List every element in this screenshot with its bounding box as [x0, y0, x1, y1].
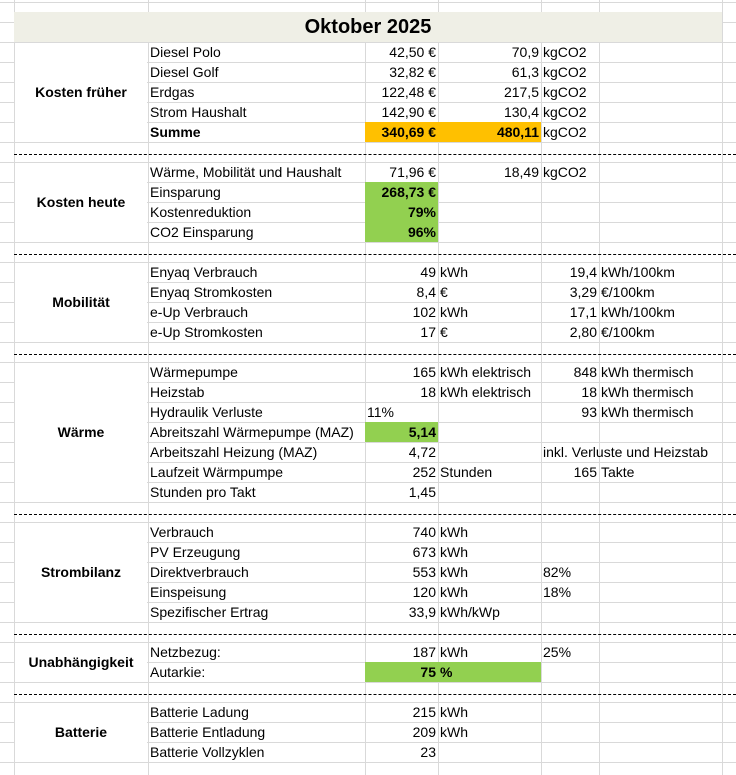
row-label[interactable]: Autarkie:: [150, 664, 206, 680]
cost-value[interactable]: 71,96 €: [389, 164, 436, 180]
unit[interactable]: kWh: [440, 544, 468, 560]
row-label[interactable]: Wärme, Mobilität und Haushalt: [150, 164, 342, 180]
value[interactable]: 23: [420, 744, 436, 760]
value[interactable]: 102: [412, 304, 436, 320]
cost-value[interactable]: 142,90 €: [381, 104, 436, 120]
cost-reduction-value[interactable]: 79%: [365, 202, 438, 222]
page-title: Oktober 2025: [304, 16, 432, 38]
value[interactable]: 49: [420, 264, 436, 280]
value[interactable]: 187: [412, 644, 436, 660]
percent[interactable]: 25%: [543, 644, 572, 660]
row-gridline: [0, 682, 736, 683]
co2-savings-value[interactable]: 96%: [365, 222, 438, 242]
sum-label[interactable]: Summe: [150, 124, 201, 140]
unit2[interactable]: kWh/100km: [601, 264, 675, 280]
value[interactable]: 17: [420, 324, 436, 340]
co2-value[interactable]: 130,4: [503, 104, 539, 120]
section-divider: [14, 154, 736, 155]
unit[interactable]: [438, 742, 541, 762]
unit[interactable]: kWh: [440, 564, 468, 580]
row-gridline: [0, 502, 736, 503]
unit2[interactable]: kWh thermisch: [601, 364, 694, 380]
value[interactable]: 120: [412, 584, 436, 600]
section-label: Kosten heute: [36, 194, 126, 210]
unit2[interactable]: Takte: [601, 464, 635, 480]
unit[interactable]: kWh: [440, 704, 468, 720]
section-label: Mobilität: [52, 294, 110, 310]
value2[interactable]: 18: [581, 384, 597, 400]
row-label[interactable]: Batterie Vollzyklen: [150, 744, 265, 760]
co2-unit[interactable]: kgCO2: [543, 104, 587, 120]
row-label[interactable]: Direktverbrauch: [150, 564, 249, 580]
row-label[interactable]: Hydraulik Verluste: [150, 404, 263, 420]
row-label[interactable]: Wärmepumpe: [150, 364, 238, 380]
unit[interactable]: kWh: [440, 304, 468, 320]
row-label[interactable]: Batterie Entladung: [150, 724, 266, 740]
section-label: Unabhängigkeit: [28, 654, 134, 670]
row-label[interactable]: Abreitszahl Wärmepumpe (MAZ): [150, 424, 354, 440]
row-label[interactable]: Erdgas: [150, 84, 195, 100]
row-gridline: [0, 142, 736, 143]
value2[interactable]: 2,80: [569, 324, 597, 340]
unit[interactable]: kWh: [440, 524, 468, 540]
value[interactable]: 11%: [367, 404, 394, 420]
value[interactable]: 740: [412, 524, 436, 540]
value2[interactable]: 848: [573, 364, 597, 380]
autarkie-unit[interactable]: %: [440, 664, 453, 680]
value[interactable]: 252: [412, 464, 436, 480]
unit[interactable]: kWh/kWp: [440, 604, 500, 620]
row-label[interactable]: Enyaq Stromkosten: [150, 284, 273, 300]
co2-unit[interactable]: kgCO2: [543, 64, 587, 80]
row-label[interactable]: e-Up Verbrauch: [150, 304, 249, 320]
value[interactable]: 8,4: [416, 284, 436, 300]
unit[interactable]: Stunden: [440, 464, 493, 480]
co2-unit[interactable]: kgCO2: [543, 44, 587, 60]
section-divider: [14, 634, 736, 635]
section-label: Kosten früher: [35, 84, 127, 100]
row-label[interactable]: Einsparung: [150, 184, 221, 200]
row-gridline: [0, 2, 736, 3]
row-label[interactable]: Laufzeit Wärmpumpe: [150, 464, 284, 480]
row-label[interactable]: Spezifischer Ertrag: [150, 604, 269, 620]
unit[interactable]: kWh: [440, 644, 468, 660]
unit[interactable]: kWh: [440, 584, 468, 600]
row-label[interactable]: Diesel Golf: [150, 64, 219, 80]
unit[interactable]: kWh: [440, 724, 468, 740]
unit[interactable]: kWh elektrisch: [440, 364, 532, 380]
value2[interactable]: 17,1: [569, 304, 597, 320]
row-label[interactable]: Arbeitszahl Heizung (MAZ): [150, 444, 318, 460]
value2[interactable]: 165: [573, 464, 597, 480]
sum-cost-value[interactable]: 340,69 €: [365, 122, 438, 142]
row-label[interactable]: Strom Haushalt: [150, 104, 247, 120]
unit[interactable]: €: [440, 324, 448, 340]
note[interactable]: inkl. Verluste und Heizstab: [543, 444, 708, 460]
co2-unit[interactable]: kgCO2: [543, 84, 587, 100]
unit2[interactable]: €/100km: [601, 284, 655, 300]
value[interactable]: 553: [412, 564, 436, 580]
unit2[interactable]: kWh/100km: [601, 304, 675, 320]
row-gridline: [0, 622, 736, 623]
value2[interactable]: 19,4: [569, 264, 597, 280]
row-label[interactable]: Enyaq Verbrauch: [150, 264, 258, 280]
section-divider: [14, 354, 736, 355]
unit2[interactable]: kWh thermisch: [601, 404, 694, 420]
unit[interactable]: kWh elektrisch: [440, 384, 532, 400]
row-label[interactable]: Kostenreduktion: [150, 204, 252, 220]
savings-value[interactable]: 268,73 €: [365, 182, 438, 202]
unit[interactable]: €: [440, 284, 448, 300]
value2[interactable]: 93: [581, 404, 597, 420]
row-label[interactable]: Batterie Ladung: [150, 704, 249, 720]
value[interactable]: 165: [412, 364, 436, 380]
row-label[interactable]: Verbrauch: [150, 524, 214, 540]
row-gridline: [0, 242, 736, 243]
cost-value[interactable]: 32,82 €: [389, 64, 436, 80]
row-label[interactable]: Heizstab: [150, 384, 205, 400]
sum-co2-value[interactable]: 480,11: [438, 122, 541, 142]
row-label[interactable]: PV Erzeugung: [150, 544, 241, 560]
co2-unit[interactable]: kgCO2: [543, 164, 587, 180]
section-label: Wärme: [57, 424, 105, 440]
row-label[interactable]: Einspeisung: [150, 584, 227, 600]
percent[interactable]: 82%: [543, 564, 572, 580]
row-gridline: [0, 762, 736, 763]
value[interactable]: 215: [412, 704, 436, 720]
co2-value[interactable]: 217,5: [503, 84, 539, 100]
autarkie-value[interactable]: 75: [420, 664, 436, 680]
row-label[interactable]: CO2 Einsparung: [150, 224, 254, 240]
cost-value[interactable]: 42,50 €: [389, 44, 436, 60]
unit[interactable]: kWh: [440, 264, 468, 280]
row-label[interactable]: Netzbezug:: [150, 644, 221, 660]
row-label[interactable]: e-Up Stromkosten: [150, 324, 263, 340]
percent[interactable]: [541, 542, 599, 562]
percent[interactable]: 18%: [543, 584, 572, 600]
value[interactable]: 4,72: [408, 444, 436, 460]
cost-value[interactable]: 122,48 €: [381, 84, 436, 100]
section-label: Strombilanz: [40, 564, 122, 580]
unit2[interactable]: €/100km: [601, 324, 655, 340]
section-divider: [14, 514, 736, 515]
section-divider: [14, 694, 736, 695]
row-label[interactable]: Diesel Polo: [150, 44, 221, 60]
maz-value[interactable]: 5,14: [365, 422, 438, 442]
value[interactable]: 33,9: [408, 604, 436, 620]
section-label: Batterie: [54, 724, 108, 740]
row-label[interactable]: Stunden pro Takt: [150, 484, 256, 500]
value[interactable]: 18: [420, 384, 436, 400]
value[interactable]: 673: [412, 544, 436, 560]
percent[interactable]: [541, 522, 599, 542]
value2[interactable]: 3,29: [569, 284, 597, 300]
unit2[interactable]: kWh thermisch: [601, 384, 694, 400]
value[interactable]: 209: [412, 724, 436, 740]
section-divider: [14, 254, 736, 255]
co2-unit[interactable]: kgCO2: [543, 124, 587, 140]
value[interactable]: 1,45: [408, 484, 436, 500]
row-gridline: [0, 342, 736, 343]
co2-value[interactable]: 61,3: [511, 64, 539, 80]
co2-value[interactable]: 70,9: [511, 44, 539, 60]
co2-value[interactable]: 18,49: [503, 164, 539, 180]
